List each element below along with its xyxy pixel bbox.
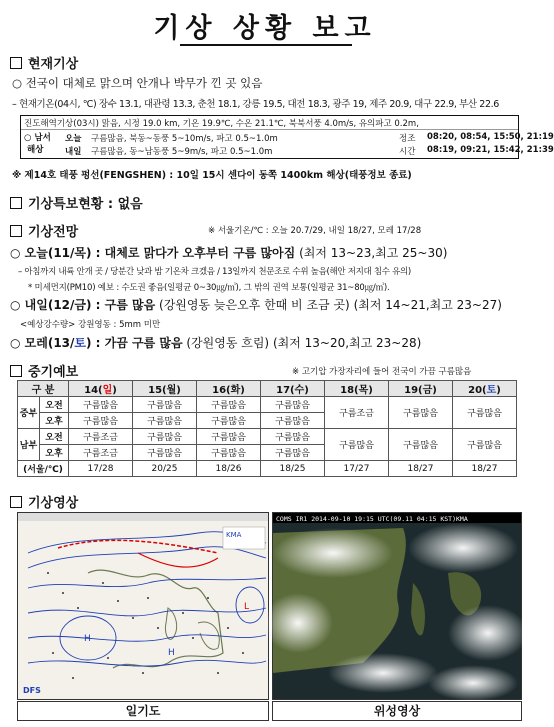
tomorrow-label: 내일 bbox=[65, 147, 82, 157]
section-box-icon bbox=[10, 496, 22, 508]
region-north: 중부 bbox=[18, 397, 40, 429]
seoul-temp-cell: 17/27 bbox=[325, 461, 389, 477]
satellite-header: COMS IR1 2014-09-10 19:15 UTC(09.11 04:15 KST)KMA bbox=[276, 515, 468, 523]
table-header-row bbox=[18, 381, 517, 397]
forecast-cell: 구름많음 bbox=[197, 429, 261, 445]
section-box-icon bbox=[10, 365, 22, 377]
section-special-heading: 기상특보현황 : 없음 bbox=[28, 197, 143, 212]
marine-region-label: ○ 남서 bbox=[24, 133, 51, 143]
forecast-cell: 구름많음 bbox=[325, 429, 389, 461]
section-imagery-heading: 기상영상 bbox=[28, 496, 79, 511]
title-underline bbox=[180, 44, 352, 46]
am-label: 오전 bbox=[40, 397, 69, 413]
forecast-cell: 구름많음 bbox=[133, 397, 197, 413]
table-row-seoul bbox=[18, 461, 517, 477]
section-box-icon bbox=[10, 225, 22, 237]
midterm-forecast-table bbox=[17, 380, 517, 477]
weather-chart-image bbox=[17, 512, 269, 700]
tide-label-2: 시간 bbox=[399, 147, 416, 157]
dayafter-outlook-detail: (강원영동 흐림) bbox=[186, 336, 270, 350]
chart-logo: KMA bbox=[226, 531, 242, 539]
day-header: 14(일) bbox=[69, 381, 133, 397]
satellite-caption: 위성영상 bbox=[272, 701, 522, 721]
section-box-icon bbox=[10, 197, 22, 209]
pm-label: 오후 bbox=[40, 413, 69, 429]
forecast-cell: 구름조금 bbox=[325, 397, 389, 429]
today-outlook-head: ○ 오늘(11/목) : 대체로 맑다가 오후부터 구름 많아짐 bbox=[10, 246, 296, 260]
marine-region-label2: 해상 bbox=[27, 145, 44, 155]
section-current-heading: 현재기상 bbox=[28, 57, 79, 72]
typhoon-info: ※ 제14호 태풍 펑선(FENGSHEN) : 10일 15시 센다이 동쪽 1400km 해상(태풍정보 종료) bbox=[12, 170, 412, 181]
weather-chart-svg bbox=[18, 513, 268, 699]
svg-text:H: H bbox=[168, 648, 175, 658]
marine-observation-box bbox=[20, 115, 554, 159]
section-current bbox=[10, 53, 78, 72]
forecast-cell: 구름많음 bbox=[197, 397, 261, 413]
dayafter-outlook-temp: (최저 13~20,최고 23~28) bbox=[272, 336, 422, 350]
day-header: 20(토) bbox=[453, 381, 517, 397]
chart-tag: DFS bbox=[23, 686, 41, 695]
day-header: 18(목) bbox=[325, 381, 389, 397]
section-midterm-heading: 중기예보 bbox=[28, 365, 79, 380]
region-south: 남부 bbox=[18, 429, 40, 461]
forecast-cell: 구름많음 bbox=[69, 413, 133, 429]
svg-text:L: L bbox=[244, 602, 250, 612]
weather-chart-caption: 일기도 bbox=[17, 701, 269, 721]
forecast-cell: 구름많음 bbox=[133, 413, 197, 429]
forecast-cell: 구름많음 bbox=[133, 429, 197, 445]
forecast-cell: 구름많음 bbox=[197, 413, 261, 429]
page-title: 기상 상황 보고 bbox=[153, 13, 377, 44]
dayafter-outlook bbox=[10, 334, 421, 351]
current-summary: ○ 전국이 대체로 맑으며 안개나 박무가 낀 곳 있음 bbox=[12, 76, 263, 90]
forecast-cell: 구름많음 bbox=[261, 413, 325, 429]
seoul-temp-cell: 18/25 bbox=[261, 461, 325, 477]
forecast-cell: 구름많음 bbox=[389, 429, 453, 461]
tide-times-2: 08:19, 09:21, 15:42, 21:39 bbox=[427, 145, 554, 155]
table-row bbox=[18, 397, 517, 413]
seoul-temp-cell: 20/25 bbox=[133, 461, 197, 477]
svg-text:H: H bbox=[84, 634, 91, 644]
today-label: 오늘 bbox=[65, 134, 82, 144]
table-row bbox=[18, 429, 517, 445]
section-outlook bbox=[10, 221, 78, 240]
forecast-cell: 구름많음 bbox=[133, 445, 197, 461]
section-imagery bbox=[10, 492, 78, 511]
seoul-label: (서울/℃) bbox=[18, 461, 69, 477]
day-header: 17(수) bbox=[261, 381, 325, 397]
current-temps: – 현재기온(04시, ℃) 장수 13.1, 대관령 13.3, 춘천 18.1, 강릉 19.5, 대전 18.3, 광주 19, 제주 20.9, 대구 22.9, 부산 22.6 bbox=[12, 99, 499, 110]
tide-label-1: 정조 bbox=[399, 134, 416, 144]
section-midterm bbox=[10, 361, 78, 380]
seoul-temps: ※ 서울기온/℃ : 오늘 20.7/29, 내일 18/27, 모레 17/28 bbox=[208, 226, 422, 236]
day-header: 15(월) bbox=[133, 381, 197, 397]
column-label: 구 분 bbox=[18, 381, 69, 397]
pm-label: 오후 bbox=[40, 445, 69, 461]
divider bbox=[21, 129, 518, 130]
tide-times-1: 08:20, 08:54, 15:50, 21:19 bbox=[427, 132, 554, 142]
midterm-note: ※ 고기압 가장자리에 들어 전국이 가끔 구름많음 bbox=[292, 367, 472, 377]
forecast-cell: 구름많음 bbox=[261, 429, 325, 445]
seoul-temp-cell: 18/26 bbox=[197, 461, 261, 477]
seoul-temp-cell: 18/27 bbox=[389, 461, 453, 477]
am-label: 오전 bbox=[40, 429, 69, 445]
forecast-cell: 구름조금 bbox=[69, 429, 133, 445]
tomorrow-outlook bbox=[10, 296, 502, 313]
day-header: 19(금) bbox=[389, 381, 453, 397]
satellite-image bbox=[272, 512, 522, 700]
seoul-temp-cell: 18/27 bbox=[453, 461, 517, 477]
forecast-cell: 구름많음 bbox=[261, 397, 325, 413]
tomorrow-outlook-head: ○ 내일(12/금) : 구름 많음 bbox=[10, 298, 156, 312]
forecast-cell: 구름많음 bbox=[453, 397, 517, 429]
section-outlook-heading: 기상전망 bbox=[28, 225, 79, 240]
tomorrow-outlook-detail: (강원영동 늦은오후 한때 비 조금 곳) bbox=[159, 298, 350, 312]
today-outlook bbox=[10, 244, 447, 261]
pm10-forecast: * 미세먼지(PM10) 예보 : 수도권 좋음(일평균 0~30㎍/㎥), 그 밖의 권역 보통(일평균 31~80㎍/㎥). bbox=[28, 283, 390, 293]
forecast-cell: 구름많음 bbox=[389, 397, 453, 429]
seoul-temp-cell: 17/28 bbox=[69, 461, 133, 477]
forecast-cell: 구름많음 bbox=[261, 445, 325, 461]
satellite-svg bbox=[273, 513, 521, 699]
today-notes: – 아침까지 내륙 안개 곳 / 당분간 낮과 밤 기온차 크겠음 / 13일까지 천문조로 수위 높음(해안 저지대 침수 유의) bbox=[18, 267, 411, 277]
forecast-cell: 구름많음 bbox=[69, 397, 133, 413]
dayafter-outlook-head: ○ 모레(13/토) : 가끔 구름 많음 bbox=[10, 336, 183, 350]
section-box-icon bbox=[10, 57, 22, 69]
expected-rainfall: <예상강수량> 강원영동 : 5mm 미만 bbox=[20, 320, 161, 330]
marine-obs-row: 진도해역기상(03시) 맑음, 시정 19.0 km, 기온 19.9℃, 수온 21.1℃, 북북서풍 4.0m/s, 유의파고 0.2m, bbox=[24, 119, 419, 129]
day-header: 16(화) bbox=[197, 381, 261, 397]
forecast-cell: 구름많음 bbox=[453, 429, 517, 461]
today-marine: 구름많음, 북동~동풍 5~10m/s, 파고 0.5~1.0m bbox=[91, 134, 278, 144]
tomorrow-outlook-temp: (최저 14~21,최고 23~27) bbox=[353, 298, 502, 312]
section-special bbox=[10, 193, 143, 212]
today-outlook-temp: (최저 13~23,최고 25~30) bbox=[299, 246, 448, 260]
forecast-cell: 구름많음 bbox=[197, 445, 261, 461]
tomorrow-marine: 구름많음, 동~남동풍 5~9m/s, 파고 0.5~1.0m bbox=[91, 147, 273, 157]
forecast-cell: 구름조금 bbox=[69, 445, 133, 461]
